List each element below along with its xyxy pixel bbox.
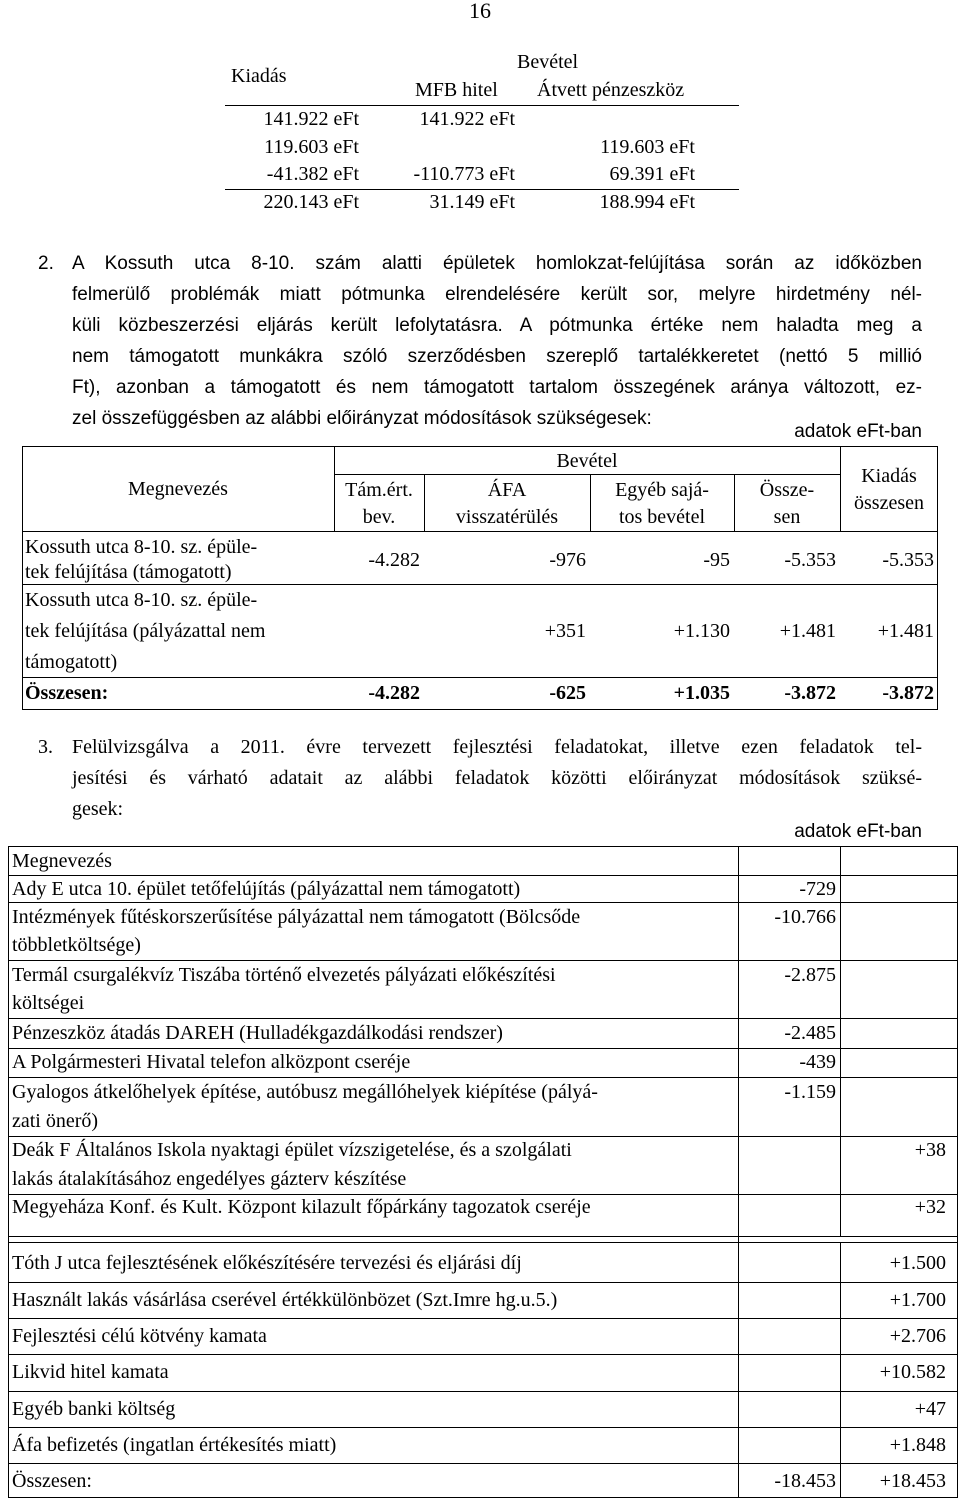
paragraph-line: küli közbeszerzési eljárás került lefolytatásra. A pótmunka értéke nem haladta meg a	[72, 315, 922, 336]
t3-row-b: +1.848	[889, 1434, 946, 1456]
paragraph-line: Ft), azonban a támogatott és nem támogatott tartalom összegének aránya változott, ez-	[72, 377, 922, 398]
t2-row1-afa: -976	[549, 549, 586, 571]
t2-row1-name-2: tek felújítása (támogatott)	[25, 561, 232, 583]
paragraph-line: Felülvizsgálva a 2011. évre tervezett fejlesztési feladatokat, illetve ezen feladatok tel-	[72, 736, 922, 758]
t2-total-label: Összesen:	[25, 682, 109, 704]
t3-row-name: Áfa befizetés (ingatlan értékesítés miatt)	[12, 1434, 337, 1456]
t3-row-name: Megyeháza Konf. és Kult. Központ kilazult főpárkány tagozatok cseréje	[12, 1196, 591, 1218]
t2-row1-egyeb: -95	[703, 549, 730, 571]
t2-header-megnevezes: Megnevezés	[128, 478, 228, 500]
paragraph-line: jesítési és várható adatait az alábbi feladatok közötti előirányzat módosítások szüksé-	[72, 767, 922, 789]
t2-header-kiadas: Kiadás	[861, 465, 917, 487]
t2-header-osszesen: Össze-	[759, 479, 815, 501]
t2-total-egyeb: +1.035	[673, 682, 730, 704]
t3-row-b: +32	[914, 1196, 946, 1218]
t2-header-kiadas-2: összesen	[854, 492, 924, 514]
t3-row-b: +10.582	[879, 1361, 946, 1383]
t1-r4-kiadas: 220.143 eFt	[263, 191, 359, 213]
t2-total-osszesen: -3.872	[784, 682, 836, 704]
t2-row2-egyeb: +1.130	[673, 620, 730, 642]
t1-r3-atvett: 69.391 eFt	[609, 163, 695, 185]
t1-r3-kiadas: -41.382 eFt	[266, 163, 359, 185]
t3-row-a: -729	[799, 878, 836, 900]
t3-row-name: Intézmények fűtéskorszerűsítése pályázattal nem támogatott (Bölcsőde	[12, 906, 581, 928]
t3-row-b: +38	[914, 1139, 946, 1161]
t2-header-osszesen-2: sen	[773, 506, 801, 528]
t3-row-b: +1.700	[889, 1289, 946, 1311]
t2-row2-name-3: támogatott)	[25, 651, 118, 673]
section-3-paragraph	[38, 732, 922, 825]
t3-row-name: Egyéb banki költség	[12, 1398, 176, 1420]
t2-row2-name-2: tek felújítása (pályázattal nem	[25, 620, 266, 642]
t3-row-name-2: többletköltsége)	[12, 934, 141, 956]
paragraph-line: zel összefüggésben az alábbi előirányzat módosítások szükségesek:	[72, 408, 652, 429]
t3-row-a: -2.875	[784, 964, 836, 986]
t1-r2-kiadas: 119.603 eFt	[264, 136, 359, 158]
t2-header-egyeb: Egyéb sajá-	[615, 479, 709, 501]
t1-r4-atvett: 188.994 eFt	[599, 191, 695, 213]
t3-row-a: -2.485	[784, 1022, 836, 1044]
t2-row1-osszesen: -5.353	[784, 549, 836, 571]
t3-row-name: Használt lakás vásárlása cserével értékkülönbözet (Szt.Imre hg.u.5.)	[12, 1289, 558, 1311]
t3-row-b: +1.500	[889, 1252, 946, 1274]
section-3-number: 3.	[38, 736, 53, 758]
paragraph-line: A Kossuth utca 8-10. szám alatti épületek homlokzat-felújítása során az időközben	[72, 253, 922, 274]
t2-row1-tam: -4.282	[368, 549, 420, 571]
kossuth-table	[22, 446, 938, 710]
t2-row2-afa: +351	[544, 620, 586, 642]
t2-row2-kiadas: +1.481	[877, 620, 934, 642]
t3-row-name: Deák F Általános Iskola nyaktagi épület vízszigetelése, és a szolgálati	[12, 1139, 572, 1161]
t2-row1-kiadas: -5.353	[882, 549, 934, 571]
t2-header-bevetel: Bevétel	[556, 450, 618, 472]
t1-r3-mfb: -110.773 eFt	[413, 163, 515, 185]
t3-row-b: +2.706	[889, 1325, 946, 1347]
t3-row-name: Pénzeszköz átadás DAREH (Hulladékgazdálkodási rendszer)	[12, 1022, 503, 1044]
section-2-number: 2.	[38, 253, 54, 274]
t1-r1-kiadas: 141.922 eFt	[263, 108, 359, 130]
funding-table	[225, 50, 739, 220]
t2-header-afa: ÁFA	[487, 479, 527, 501]
t3-row-name-2: lakás átalakításához engedélyes gázterv készítése	[12, 1168, 407, 1190]
modifications-table	[8, 846, 958, 1498]
col-header-bevetel: Bevétel	[517, 51, 579, 73]
col-header-kiadas: Kiadás	[231, 65, 287, 87]
t2-row2-osszesen: +1.481	[779, 620, 836, 642]
t2-total-kiadas: -3.872	[882, 682, 934, 704]
t3-total-a: -18.453	[774, 1470, 836, 1492]
t2-header-egyeb-2: tos bevétel	[618, 506, 706, 528]
t3-row-name: Likvid hitel kamata	[12, 1361, 169, 1383]
col-header-mfb: MFB hitel	[415, 79, 498, 101]
t1-r2-atvett: 119.603 eFt	[600, 136, 695, 158]
col-header-atvett: Átvett pénzeszköz	[537, 79, 685, 101]
unit-label: adatok eFt-ban	[794, 821, 922, 842]
t1-r1-mfb: 141.922 eFt	[419, 108, 515, 130]
t2-header-afa-2: visszatérülés	[455, 506, 559, 528]
paragraph-line: felmerülő problémák miatt pótmunka elrendelésére került sor, melyre hirdetmény nél-	[72, 284, 922, 305]
unit-label: adatok eFt-ban	[794, 421, 922, 442]
t3-row-name: Tóth J utca fejlesztésének előkészítésére tervezési és eljárási díj	[12, 1252, 522, 1274]
t2-header-tam: Tám.ért.	[345, 479, 413, 501]
t3-row-name: Fejlesztési célú kötvény kamata	[12, 1325, 267, 1347]
t1-r4-mfb: 31.149 eFt	[429, 191, 515, 213]
t3-row-name: A Polgármesteri Hivatal telefon alközpont cseréje	[12, 1051, 411, 1073]
t3-row-name: Termál csurgalékvíz Tiszába történő elvezetés pályázati előkészítési	[12, 964, 556, 986]
t3-row-name-2: költségei	[12, 992, 85, 1014]
t3-row-a: -10.766	[774, 906, 836, 928]
t2-row2-name: Kossuth utca 8-10. sz. épüle-	[25, 589, 258, 611]
t2-total-tam: -4.282	[368, 682, 420, 704]
page-number: 16	[469, 0, 491, 23]
t3-header-megnevezes: Megnevezés	[12, 850, 112, 872]
paragraph-line: gesek:	[72, 798, 124, 820]
t3-row-a: -439	[799, 1051, 836, 1073]
t3-total-b: +18.453	[879, 1470, 946, 1492]
t2-row1-name: Kossuth utca 8-10. sz. épüle-	[25, 536, 258, 558]
paragraph-line: nem támogatott munkákra szóló szerződésben szereplő tartalékkeretet (nettó 5 millió	[72, 346, 922, 367]
t3-total-label: Összesen:	[12, 1470, 92, 1492]
t2-total-afa: -625	[549, 682, 586, 704]
t3-row-name-2: zati önerő)	[12, 1110, 99, 1132]
t3-row-name: Gyalogos átkelőhelyek építése, autóbusz megállóhelyek kiépítése (pályá-	[12, 1081, 598, 1103]
t3-row-b: +47	[914, 1398, 946, 1420]
t3-row-name: Ady E utca 10. épület tetőfelújítás (pályázattal nem támogatott)	[12, 878, 521, 900]
t3-row-a: -1.159	[784, 1081, 836, 1103]
t2-header-tam-2: bev.	[362, 506, 396, 528]
section-2-paragraph	[38, 248, 922, 434]
